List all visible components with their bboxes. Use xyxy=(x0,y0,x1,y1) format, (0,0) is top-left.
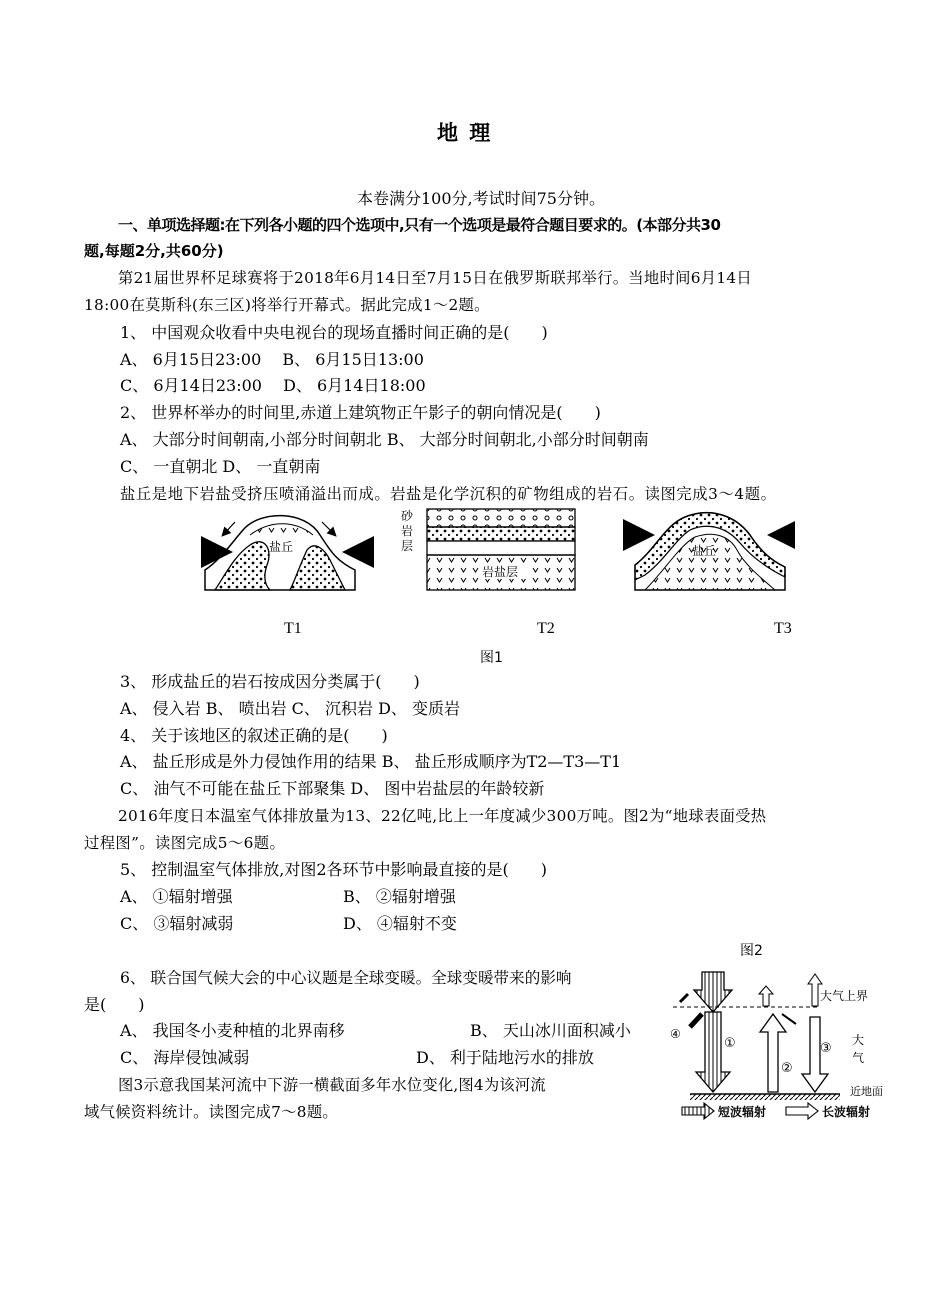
legend-longwave: 长波辐射 xyxy=(822,1105,871,1119)
label-sand-2: 岩 xyxy=(401,524,414,538)
question-4: 4、 关于该地区的叙述正确的是( ) xyxy=(120,726,388,745)
figure-1-caption: 图1 xyxy=(480,650,503,666)
passage-1-cont: 18:00在莫斯科(东三区)将举行开幕式。据此完成1～2题。 xyxy=(84,296,490,314)
label-sand-1: 砂 xyxy=(401,509,414,523)
figure-1-diagrams xyxy=(195,505,795,605)
label-arrow-3: ③ xyxy=(820,1041,832,1056)
passage-2: 盐丘是地下岩盐受挤压喷涌溢出而成。岩盐是化学沉积的矿物组成的岩石。读图完成3～4题。 xyxy=(120,485,777,503)
question-3: 3、 形成盐丘的岩石按成因分类属于( ) xyxy=(120,672,420,691)
label-dome-t3: 盐丘 xyxy=(692,544,717,558)
question-2-options-cd: C、 一直朝北 D、 一直朝南 xyxy=(120,457,321,476)
label-atmosphere-2: 气 xyxy=(852,1051,865,1065)
question-6-option-b: B、 天山冰川面积减小 xyxy=(470,1021,631,1040)
label-arrow-4: ④ xyxy=(670,1027,681,1041)
label-dome-t1: 盐丘 xyxy=(269,540,294,554)
passage-3-cont: 过程图”。读图完成5～6题。 xyxy=(84,834,286,852)
question-1: 1、 中国观众收看中央电视台的现场直播时间正确的是( ) xyxy=(120,323,548,342)
question-6-option-c: C、 海岸侵蚀减弱 xyxy=(120,1048,250,1067)
question-4-options-ab: A、 盐丘形成是外力侵蚀作用的结果 B、 盐丘形成顺序为T2—T3—T1 xyxy=(120,752,622,771)
figure-2-caption: 图2 xyxy=(740,943,763,959)
section-heading: 一、单项选择题:在下列各小题的四个选项中,只有一个选项是最符合题目要求的。(本部分共30 xyxy=(118,216,721,234)
passage-4: 图3示意我国某河流中下游一横截面多年水位变化,图4为该河流 xyxy=(118,1076,546,1094)
question-3-options: A、 侵入岩 B、 喷出岩 C、 沉积岩 D、 变质岩 xyxy=(120,699,460,718)
question-5-option-d: D、 ④辐射不变 xyxy=(343,914,457,933)
passage-1: 第21届世界杯足球赛将于2018年6月14日至7月15日在俄罗斯联邦举行。当地时间6月14日 xyxy=(118,269,752,287)
diagram-t1 xyxy=(205,516,365,590)
question-1-options-ab: A、 6月15日23:00 B、 6月15日13:00 xyxy=(120,350,424,369)
question-2-options-ab: A、 大部分时间朝南,小部分时间朝北 B、 大部分时间朝北,小部分时间朝南 xyxy=(120,430,649,449)
question-6-option-d: D、 利于陆地污水的排放 xyxy=(416,1048,594,1067)
question-5-option-c: C、 ③辐射减弱 xyxy=(120,914,234,933)
label-atmosphere-top: 大气上界 xyxy=(820,989,869,1003)
passage-3: 2016年度日本温室气体排放量为13、22亿吨,比上一年度减少300万吨。图2为“地球表面受热 xyxy=(118,807,767,825)
question-1-options-cd: C、 6月14日23:00 D、 6月14日18:00 xyxy=(120,376,426,395)
legend-shortwave: 短波辐射 xyxy=(718,1105,767,1119)
question-5: 5、 控制温室气体排放,对图2各环节中影响最直接的是( ) xyxy=(120,860,548,879)
diagram-t3 xyxy=(633,513,790,590)
question-6-cont: 是( ) xyxy=(84,995,145,1014)
section-heading-cont: 题,每题2分,共60分) xyxy=(84,242,224,260)
label-arrow-2: ② xyxy=(781,1061,793,1076)
question-4-options-cd: C、 油气不可能在盐丘下部聚集 D、 图中岩盐层的年龄较新 xyxy=(120,779,545,798)
passage-4-cont: 域气候资料统计。读图完成7～8题。 xyxy=(84,1103,339,1121)
diagram-t2 xyxy=(401,508,575,590)
label-arrow-1: ① xyxy=(724,1036,736,1051)
label-sand-3: 层 xyxy=(401,539,414,553)
page-title: 地 理 xyxy=(437,121,493,145)
question-2: 2、 世界杯举办的时间里,赤道上建筑物正午影子的朝向情况是( ) xyxy=(120,403,601,422)
exam-intro: 本卷满分100分,考试时间75分钟。 xyxy=(357,189,605,208)
label-ground: 近地面 xyxy=(850,1085,883,1098)
label-salt-layer: 岩盐层 xyxy=(482,565,519,579)
label-t2: T2 xyxy=(537,620,555,637)
question-6-option-a: A、 我国冬小麦种植的北界南移 xyxy=(120,1021,345,1040)
question-6: 6、 联合国气候大会的中心议题是全球变暖。全球变暖带来的影响 xyxy=(120,969,572,987)
label-t3: T3 xyxy=(774,620,792,637)
label-t1: T1 xyxy=(284,620,302,637)
figure-2-diagram xyxy=(668,962,908,1127)
label-atmosphere-1: 大 xyxy=(852,1033,865,1047)
question-5-option-b: B、 ②辐射增强 xyxy=(343,887,456,906)
question-5-option-a: A、 ①辐射增强 xyxy=(120,887,233,906)
